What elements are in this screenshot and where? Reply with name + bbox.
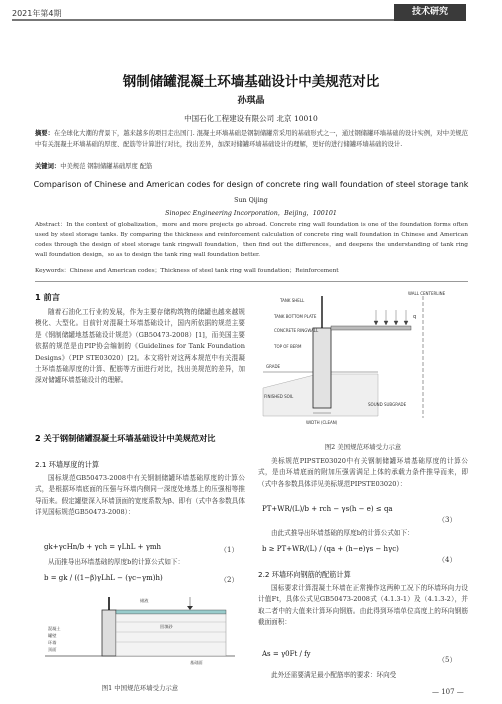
abstract-cn-text: 在全球化大潮的背景下，越来越多的项目走出国门. 混凝土环墙基础是钢制储罐常采用的基础形式之一，通过钢储罐环墙基础的设计实例，对中美规范中有关混凝土环墙基础的厚度、配筋等计算进行对比，找出差异，加深对储罐环墙基础设计的理解，更好的进行储罐环墙基础的设计. xyxy=(35,130,468,148)
abstract-cn-label: 摘要： xyxy=(35,130,54,137)
page-number: — 107 — xyxy=(432,688,464,696)
equation-4-number: （4） xyxy=(438,556,457,564)
right-paragraph-3: 国标要求计算混凝土环墙在正常操作这两种工况下的环墙环向力设计值Ft，具体公式见GB50473-2008式（4.1.3-1）及（4.1.3-2），并取二者中的大值来计算环向钢筋。由此得到环墙单位高度上的环向钢筋截面面积： xyxy=(258,584,468,627)
equation-2: b = gk / ((1−β)γLhL − (γc−γm)h) xyxy=(44,574,163,582)
equation-5-number: （5） xyxy=(438,656,457,664)
fig2-label-1: TANK BOTTOM PLATE xyxy=(274,314,317,319)
fig2-label-2: CONCRETE RINGWALL xyxy=(274,328,319,333)
fig1-label-4: 回填砂 xyxy=(160,624,173,629)
fig2-label-4: GRADE xyxy=(266,364,281,369)
section-1-paragraph: 随着石油化工行业的发展，作为主要存储构筑物的储罐也越来越规模化、大型化。目前针对混凝土环墙基础设计，国内所依据的规范主要是《钢制储罐地基基础设计规范》（GB50473-2008）[1]，而美国主要依据的规范是由PIP协会编制的《Guidelines for Tank Foundation Designs》（PIP STE03020）[2]。本文将针对这两本规范中有关混凝土环墙基础厚度的计算、配筋等方面进行对比，找出美规范的差异，加深对储罐环墙基础设计的理解。 xyxy=(35,308,245,385)
english-title: Comparison of Chinese and American codes for design of concrete ring wall foundation of steel storage tank xyxy=(33,180,469,189)
equation-3-number: （3） xyxy=(438,516,457,524)
keywords-cn-label: 关键词： xyxy=(35,163,61,170)
fig1-label-1: 环墙 xyxy=(48,640,57,645)
section-2-1-heading: 2.1 环墙厚度的计算 xyxy=(35,460,100,469)
abstract-divider xyxy=(35,281,468,282)
section-1-heading: 1 前言 xyxy=(35,292,60,302)
equation-1: gk+γcHn/b + γch = γLhL + γmh xyxy=(44,543,162,551)
right-paragraph-4: 此外还需要满足最小配筋率的要求：环向受 xyxy=(271,671,397,679)
fig2-label-8: WALL CENTERLINE xyxy=(408,291,446,296)
english-keywords: Keywords：Chinese and American codes；Thickness of steel tank ring wall foundation；Reinforcement xyxy=(35,268,339,274)
keywords-cn-text: 中美规范 钢制储罐基础厚度 配筋 xyxy=(60,163,153,170)
fig2-label-9: q xyxy=(413,314,417,320)
equation-2-number: （2） xyxy=(220,576,239,584)
fig2-label-7: SOUND SUBGRADE xyxy=(368,402,407,407)
section-2-heading: 2 关于钢制储罐混凝土环墙基础设计中美规范对比 xyxy=(35,433,216,443)
english-abstract: Abstract：In the context of globalization，more and more projects go abroad. Concrete ring wall foundation is one of the foundation forms often used by steel storage tanks. By comparing the thickness and reinforcement calculation of concrete ring wall foundation in Chinese and American codes through the design of steel storage tank ringwall foundation，then find out the differences，and deepens the understanding of tank ring wall foundation design，so as to design the tank ring wall foundation better. xyxy=(35,222,468,258)
fig1-label-6: 基础面 xyxy=(190,660,203,665)
fig2-label-5: FINISHED SOIL xyxy=(264,394,294,399)
english-author: Sun Qijing xyxy=(234,197,268,204)
abstract-cn xyxy=(35,128,468,150)
fig2-label-3: TOP OF BERM xyxy=(274,344,302,349)
paper-title: 钢制储罐混凝土环墙基础设计中美规范对比 xyxy=(122,74,380,90)
affiliation: 中国石化工程建设有限公司 北京 10010 xyxy=(184,114,318,123)
fig1-label-2: 顶面 xyxy=(48,647,57,652)
fig1-label-5: 混凝土 xyxy=(48,626,61,631)
journal-issue: 2021年第4期 xyxy=(12,9,62,18)
equation-4: b ≥ PT+WR/(L) / (qa + (h−e)γs − hγc) xyxy=(262,545,399,553)
equation-5: As = γ0Ft / fy xyxy=(262,650,311,658)
right-paragraph-2: 由此式推导出环墙基础的厚度b的计算公式如下： xyxy=(271,529,414,537)
section-2-2-heading: 2.2 环墙环向钢筋的配筋计算 xyxy=(258,570,351,579)
english-affiliation: Sinopec Engineering Incorporation，Beijing，100101 xyxy=(165,210,337,217)
figure-1-diagram xyxy=(40,592,240,672)
equation-3: PT+WR/(L)/b + rch − γs(h − e) ≤ qa xyxy=(262,505,393,513)
figure-1-caption: 图1 中国规范环墙受力示意 xyxy=(101,684,179,692)
equation-1-number: （1） xyxy=(220,546,239,554)
fig1-label-0: 罐壁 xyxy=(48,633,57,638)
author: 孙琪晶 xyxy=(237,96,265,106)
section-2-1-paragraph: 国标规范GB50473-2008中有关钢制储罐环墙基础厚度的计算公式，是根据环墙底面的压强与环墙内侧同一深度处地基上的压强相等推导而来。假定罐壁深入环墙顶面的宽度系数为β、即有（式中各参数具体详见国标规范GB50473-2008）： xyxy=(35,474,245,517)
figure-2-caption: 图2 美国规范环墙受力示意 xyxy=(324,443,402,451)
keywords-cn xyxy=(35,161,468,170)
fig1-label-3: 储液 xyxy=(140,598,149,603)
right-paragraph-1: 美标规范PIPSTE03020中有关钢制储罐环墙基础厚度的计算公式，是由环墙底面的附加压强需满足上体的承载力条件推导而来，即（式中各参数具体详见美标规范PIPSTE03020）： xyxy=(258,457,468,488)
fig2-label-6: WIDTH (CLEAN) xyxy=(306,420,338,425)
section-tag: 技术研究 xyxy=(394,4,466,21)
equation-1-followup: 从而推导出环墙基础的厚度b的计算公式如下： xyxy=(48,558,185,566)
figure-2-diagram xyxy=(258,288,468,438)
header-rule xyxy=(12,19,452,21)
fig2-label-0: TANK SHELL xyxy=(280,298,305,303)
